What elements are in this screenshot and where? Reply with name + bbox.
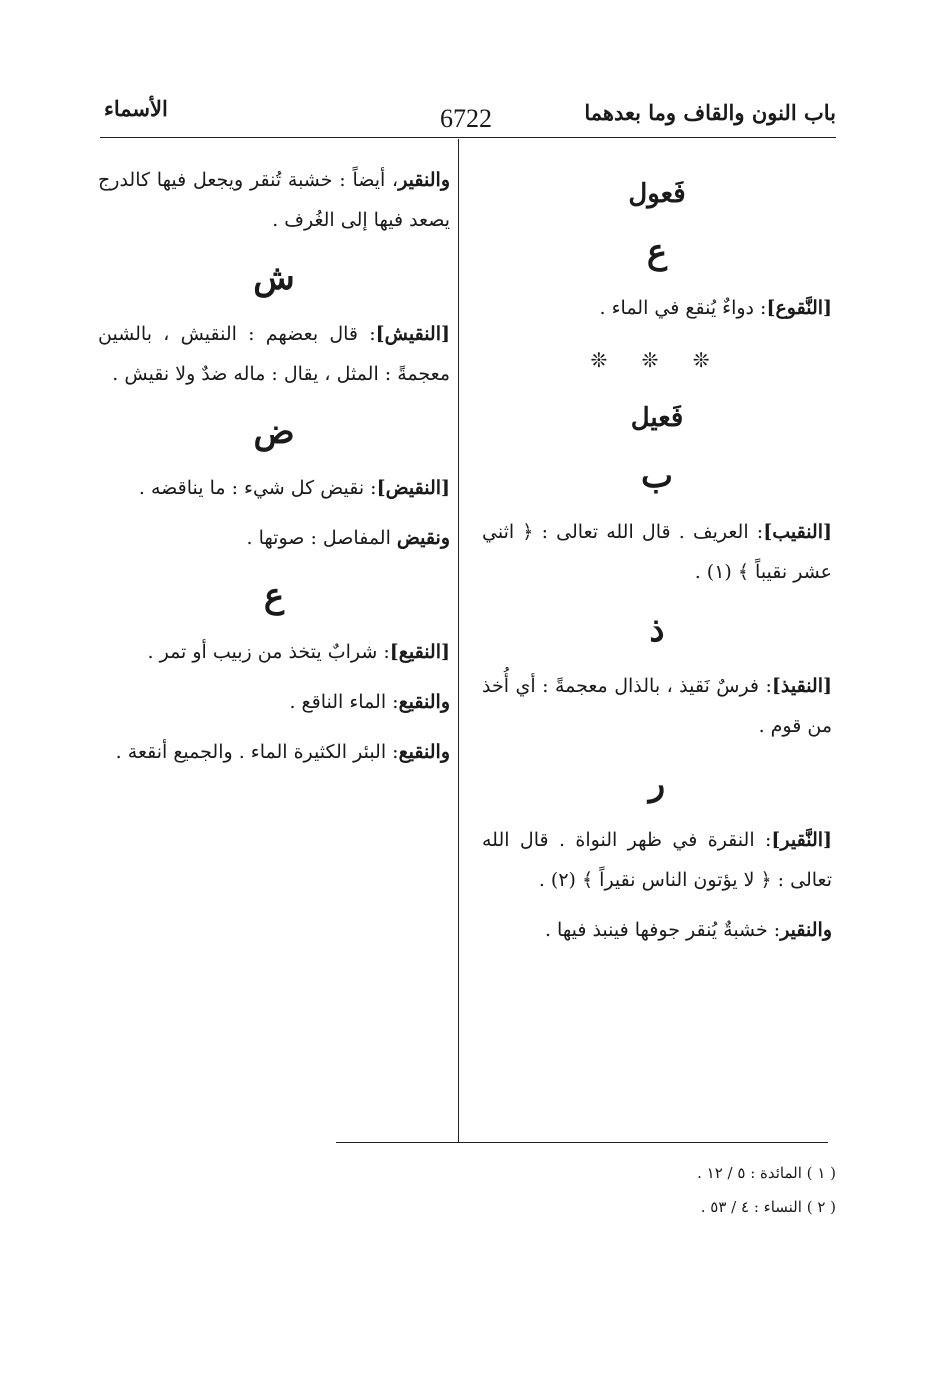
definition: : فرسٌ نَقيذ ، بالذال معجمةً : أي أُخذ من قوم . — [482, 675, 832, 737]
definition: : نقيض كل شيء : ما يناقضه . — [138, 477, 377, 499]
section-separator: ❊ ❊ ❊ — [590, 348, 724, 372]
definition: : قال بعضهم : النقيش ، بالشين معجمةً : المثل ، يقال : ماله ضدٌ ولا نقيش . — [98, 323, 450, 385]
headword: [النقيب] — [763, 521, 832, 543]
definition: المفاصل : صوتها . — [246, 527, 397, 549]
definition: : الماء الناقع . — [289, 691, 399, 713]
right-column — [482, 160, 832, 960]
entry-naqid-2 — [98, 518, 450, 558]
definition: : خشبةٌ يُنقر جوفها فينبذ فيها . — [544, 919, 781, 941]
headword: ونقيض — [396, 527, 450, 549]
definition: : دواءٌ يُنقع في الماء . — [599, 297, 767, 319]
chapter-title: باب النون والقاف وما بعدهما — [584, 100, 836, 125]
entry-naquu — [482, 288, 832, 328]
footnote-2: ( ٢ ) النساء : ٤ / ٥٣ . — [700, 1198, 836, 1216]
definition: : النقرة في ظهر النواة . قال الله تعالى : ﴿ لا يؤتون الناس نقيراً ﴾ (٢) . — [482, 829, 832, 891]
headword: والنقيع — [398, 741, 450, 763]
entry-naqish — [98, 314, 450, 394]
headword: والنقير — [780, 919, 832, 941]
headword: [النَّقوع] — [766, 297, 832, 319]
headword: والنقير — [398, 169, 450, 191]
column-divider — [458, 139, 459, 1143]
entry-naqid — [98, 468, 450, 508]
section-title: الأسماء — [104, 96, 168, 121]
headword: [النقيض] — [376, 477, 450, 499]
letter-heading-ba: ب — [640, 456, 673, 496]
letter-heading-ra: ر — [648, 764, 666, 804]
entry-naqi — [98, 632, 450, 672]
header-rule — [100, 137, 836, 138]
entry-naqidh — [482, 666, 832, 746]
letter-heading-ain-2: ع — [263, 576, 285, 616]
definition: : العريف . قال الله تعالى : ﴿ اثني عشر نقيباً ﴾ (١) . — [482, 521, 832, 583]
headword: [النقيذ] — [771, 675, 832, 697]
footnote-rule — [336, 1142, 828, 1143]
letter-heading-dhal: ذ — [649, 610, 665, 650]
entry-naqi-3 — [98, 732, 450, 772]
definition: ، أيضاً : خشبة تُنقر ويجعل فيها كالدرج يصعد فيها إلى الغُرف . — [98, 169, 450, 231]
letter-heading-ain: ع — [646, 232, 668, 272]
headword: [النقيع] — [389, 641, 450, 663]
letter-heading-dad: ض — [253, 412, 295, 452]
headword: والنقيع — [398, 691, 450, 713]
entry-naqir-3 — [98, 160, 450, 240]
entry-naqi-2 — [98, 682, 450, 722]
page-number: 6722 — [440, 104, 492, 133]
definition: : البئر الكثيرة الماء . والجميع أنقعة . — [115, 741, 399, 763]
letter-heading-shin: ش — [253, 258, 295, 298]
entry-naqir-2 — [482, 910, 832, 950]
footnote-1: ( ١ ) المائدة : ٥ / ١٢ . — [697, 1164, 836, 1182]
headword: [النقيش] — [375, 323, 450, 345]
entry-naqir — [482, 820, 832, 900]
headword: [النَّقير] — [771, 829, 832, 851]
pattern-heading-faiil: فَعيل — [630, 403, 684, 433]
entry-naqib — [482, 512, 832, 592]
pattern-heading-fauul: فَعول — [628, 179, 686, 209]
left-column — [98, 160, 450, 782]
definition: : شرابٌ يتخذ من زبيب أو تمر . — [147, 641, 390, 663]
